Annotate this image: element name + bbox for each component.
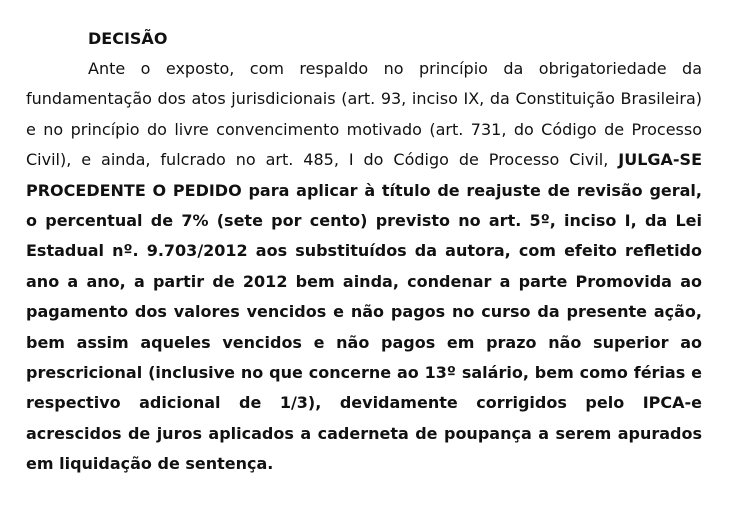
section-heading: DECISÃO bbox=[88, 29, 168, 48]
decision-paragraph bbox=[26, 54, 702, 480]
document-body bbox=[26, 24, 702, 480]
paragraph-bold-ruling: JULGA-SE PROCEDENTE O PEDIDO para aplicar à título de reajuste de revisão geral, o percentual de 7% (sete por cento) previsto no art. 5º, inciso I, da Lei Estadual nº. 9.703/2012 aos substituídos da autora, com efeito refletido ano a ano, a partir de 2012 bem ainda, condenar a parte Promovida ao pagamento dos valores vencidos e não pagos no curso da presente ação, bem assim aqueles vencidos e não pagos em prazo não superior ao prescricional (inclusive no que concerne ao 13º salário, bem como férias e respectivo adicional de 1/3), devidamente corrigidos pelo IPCA-e acrescidos de juros aplicados a caderneta de poupança a serem apurados em liquidação de sentença. bbox=[26, 150, 702, 474]
paragraph-regular-text: Ante o exposto, com respaldo no princípio da obrigatoriedade da fundamentação dos atos jurisdicionais (art. 93, inciso IX, da Constituição Brasileira) e no princípio do livre convencimento motivado (art. 731, do Código de Processo Civil), e ainda, fulcrado no art. 485, I do Código de Processo Civil, bbox=[26, 59, 702, 170]
